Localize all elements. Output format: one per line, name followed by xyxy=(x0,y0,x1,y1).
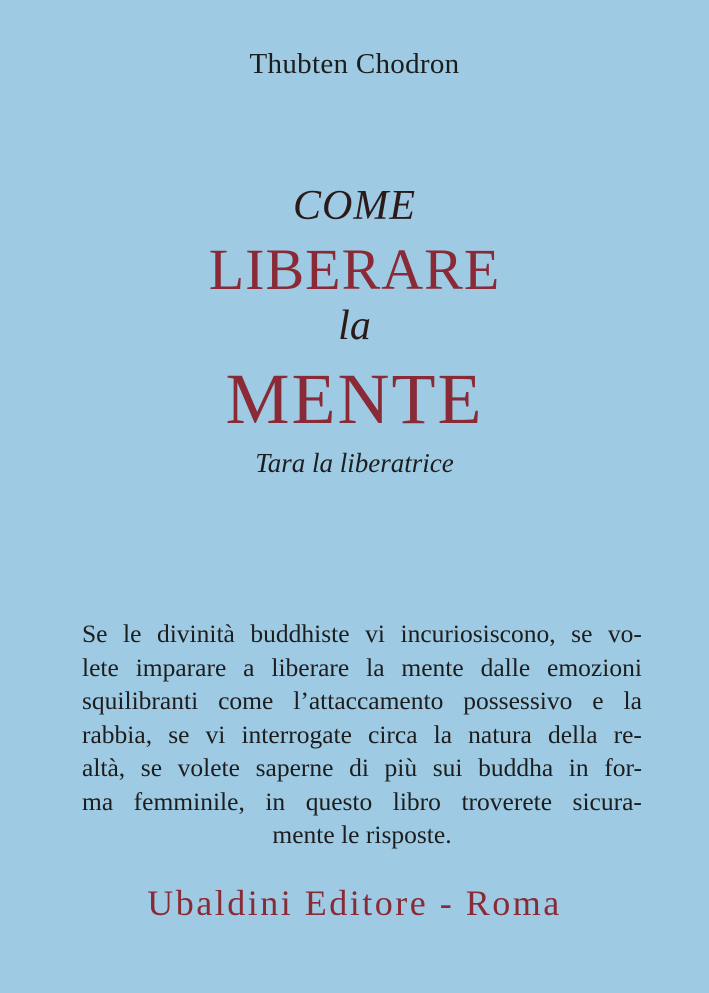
publisher: Ubaldini Editore - Roma xyxy=(147,883,562,923)
title-line-mente: MENTE xyxy=(225,359,484,439)
blurb-line: Se le divinità buddhiste vi incuriosiscono, se vo- xyxy=(82,619,642,648)
blurb-line: rabbia, se vi interrogate circa la natura della re- xyxy=(82,719,642,749)
cover-blurb xyxy=(82,617,642,852)
blurb-line: mente le risposte. xyxy=(272,820,452,849)
blurb-line: squilibranti come l’attaccamento possessivo e la xyxy=(82,686,642,715)
title-line-la: la xyxy=(338,303,371,349)
subtitle: Tara la liberatrice xyxy=(255,448,454,478)
title-line-liberare: LIBERARE xyxy=(208,237,501,302)
blurb-line: ma femminile, in questo libro troverete sicura- xyxy=(82,786,642,816)
author-name: Thubten Chodron xyxy=(249,48,460,80)
blurb-line: lete imparare a liberare la mente dalle emozioni xyxy=(82,652,642,682)
title-line-come: COME xyxy=(293,183,416,229)
blurb-line: altà, se volete saperne di più sui buddha in for- xyxy=(82,753,642,782)
